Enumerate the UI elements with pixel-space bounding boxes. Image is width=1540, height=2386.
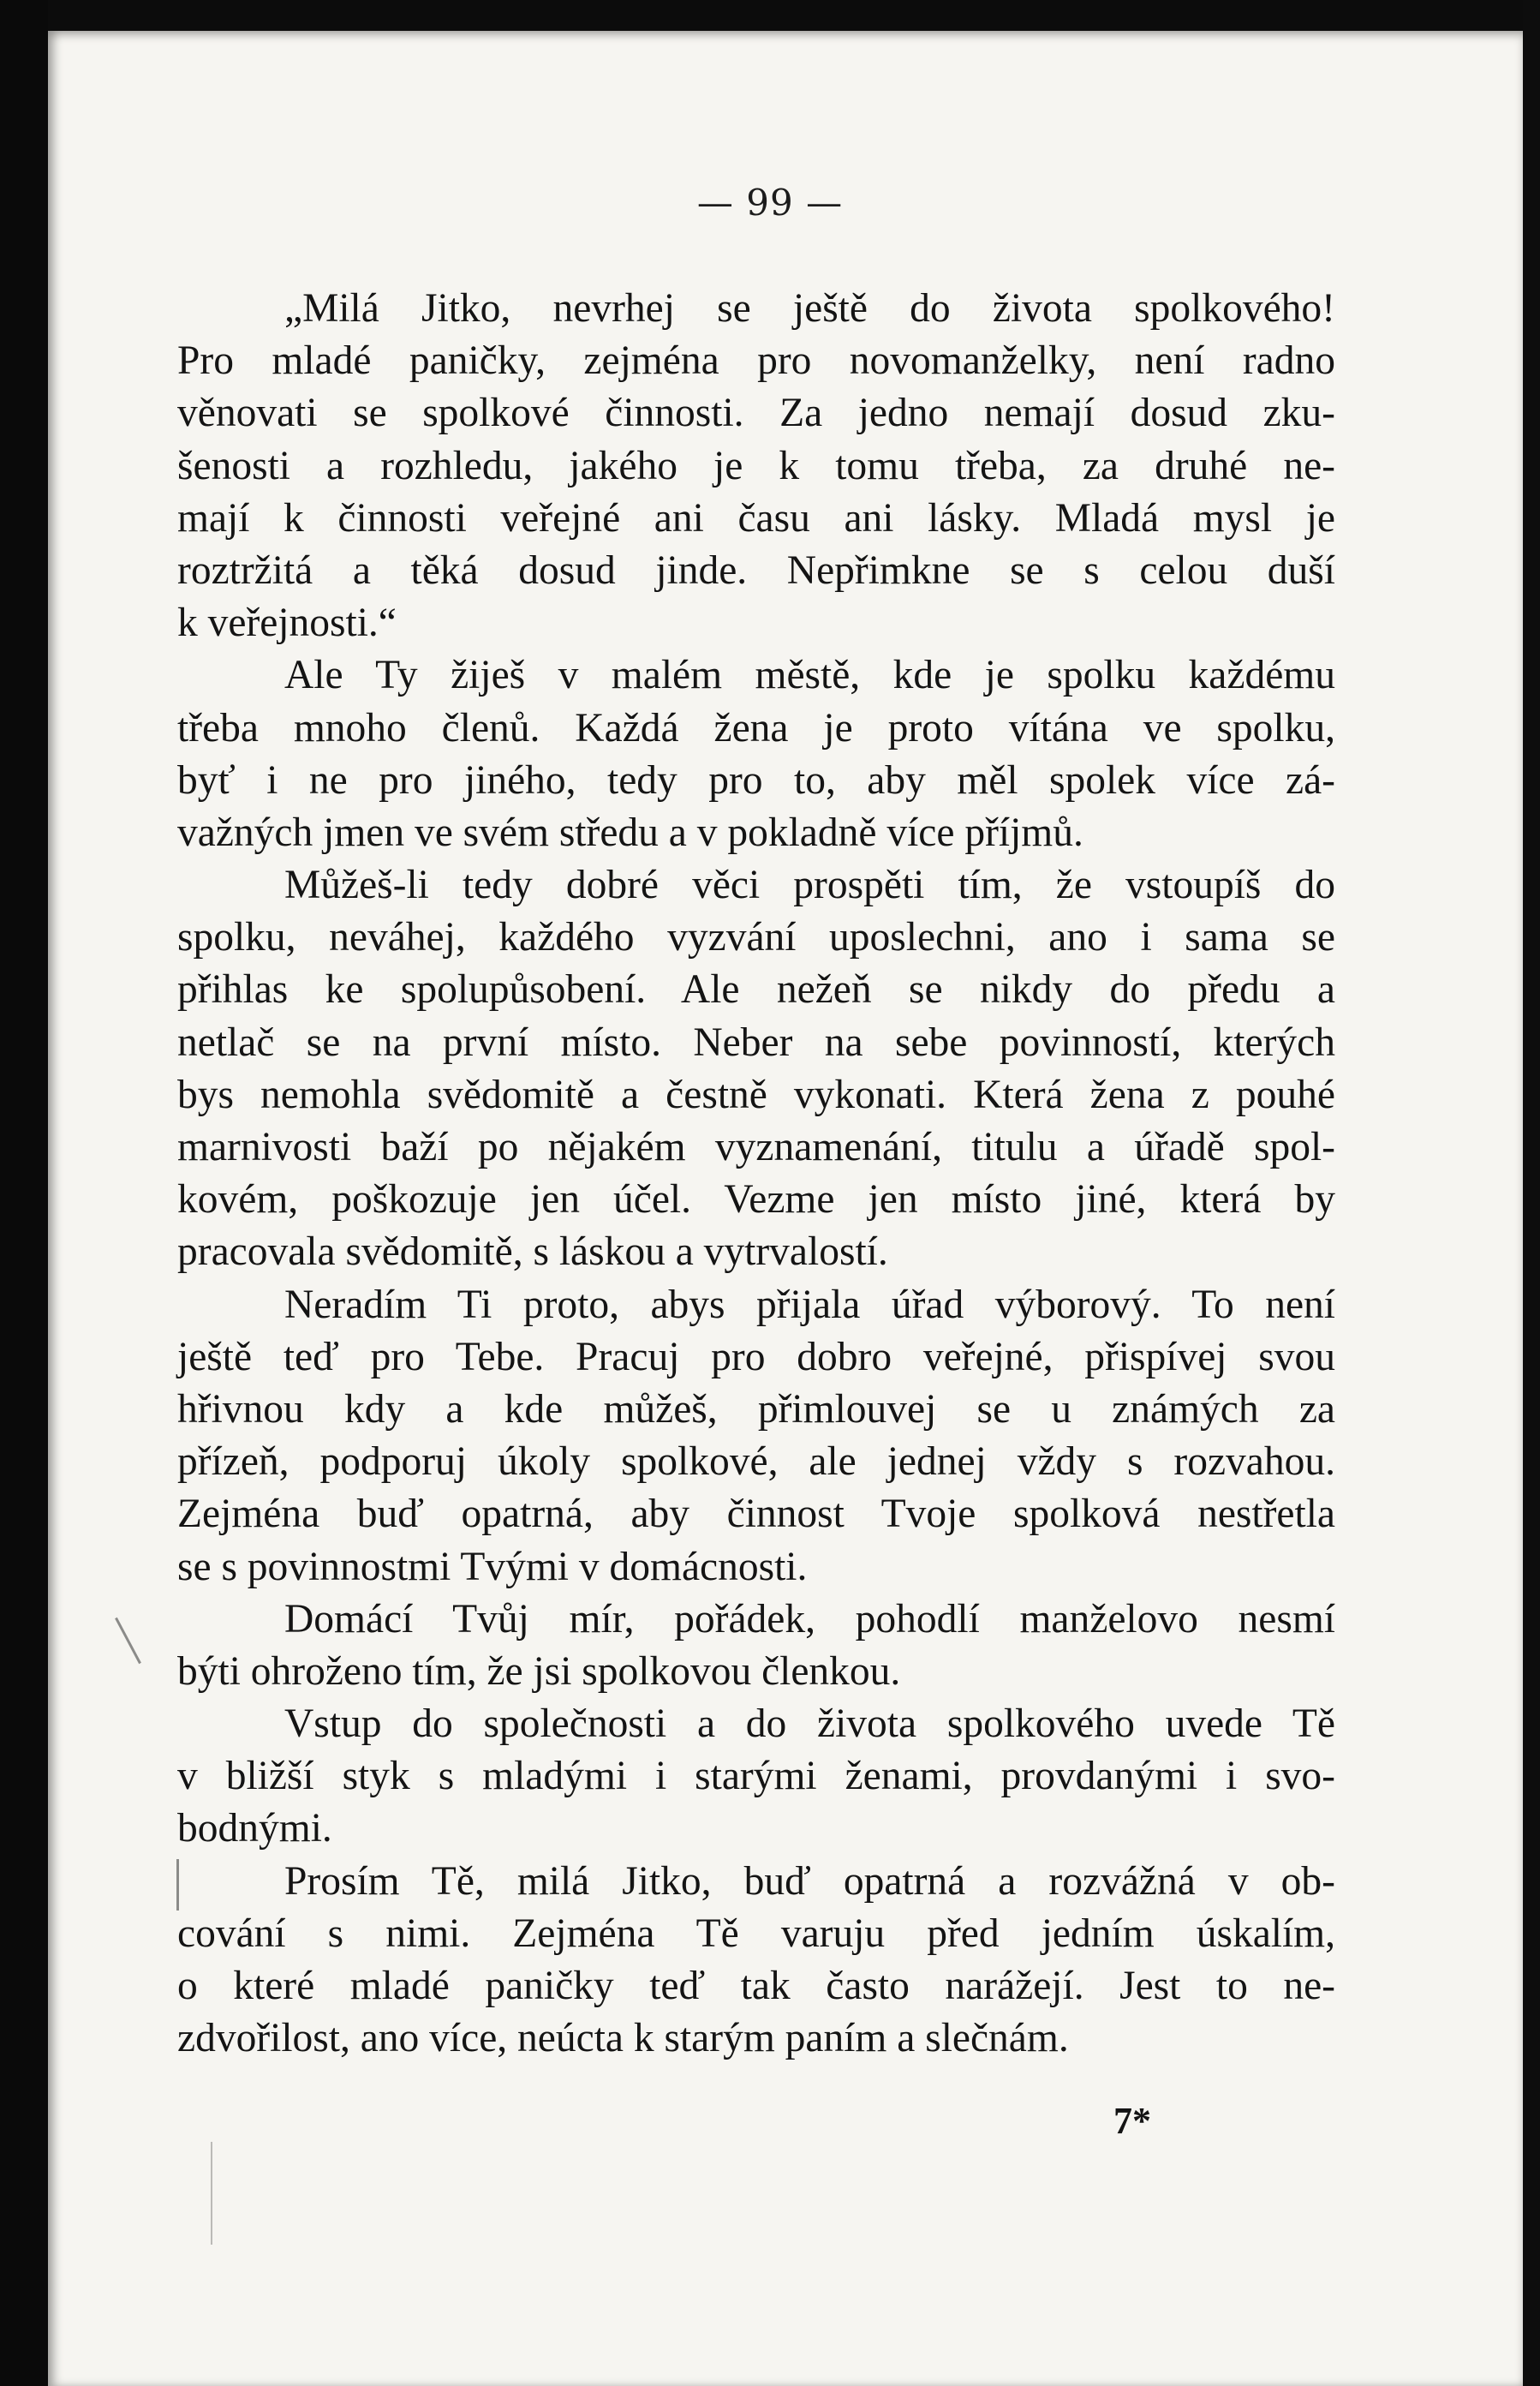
text-line: bodnými. <box>177 1806 332 1851</box>
text-line: Prosím Tě, milá Jitko, buď opatrná a rozvážná v ob- <box>284 1858 1335 1904</box>
text-line: bys nemohla svědomitě a čestně vykonati. Která žena z pouhé <box>177 1072 1335 1117</box>
text-line: Domácí Tvůj mír, pořádek, pohodlí manželovo nesmí <box>284 1596 1335 1641</box>
text-line: spolku, neváhej, každého vyzvání uposlechni, ano i sama se <box>177 915 1335 960</box>
scan-right-edge <box>1523 0 1540 2386</box>
scan-top-edge <box>0 0 1540 34</box>
text-line: o které mladé paničky teď tak často narážejí. Jest to ne- <box>177 1964 1335 2008</box>
text-line: ještě teď pro Tebe. Pracuj pro dobro veřejné, přispívej svou <box>177 1334 1335 1379</box>
text-line: třeba mnoho členů. Každá žena je proto vítána ve spolku, <box>177 705 1335 750</box>
page-number: — 99 — <box>696 182 844 224</box>
text-line: cování s nimi. Zejména Tě varuju před jedním úskalím, <box>177 1911 1335 1956</box>
text-line: přihlas ke spolupůsobení. Ale nežeň se nikdy do předu a <box>177 967 1335 1013</box>
text-line: netlač se na první místo. Neber na sebe povinností, kterých <box>177 1020 1335 1065</box>
text-line: hřivnou kdy a kde můžeš, přimlouvej se u známých za <box>177 1386 1335 1432</box>
text-line: přízeň, podporuj úkoly spolkové, ale jednej vždy s rozvahou. <box>177 1439 1335 1485</box>
body-text <box>177 283 1335 2065</box>
text-line: býti ohroženo tím, že jsi spolkovou členkou. <box>177 1648 901 1694</box>
text-line: pracovala svědomitě, s láskou a vytrvalostí. <box>177 1229 888 1275</box>
text-line: marnivosti baží po nějakém vyznamenání, titulu a úřadě spol- <box>177 1125 1335 1169</box>
text-line: Můžeš-li tedy dobré věci prospěti tím, že vstoupíš do <box>284 863 1335 908</box>
text-line: Pro mladé paničky, zejména pro novomanželky, není radno <box>177 338 1335 384</box>
text-line: k veřejnosti.“ <box>177 601 397 646</box>
text-line: Neradím Ti proto, abys přijala úřad výborový. To není <box>284 1282 1335 1327</box>
text-line: mají k činnosti veřejné ani času ani lásky. Mladá mysl je <box>177 495 1335 541</box>
text-line: Zejména buď opatrná, aby činnost Tvoje spolková nestřetla <box>177 1492 1335 1537</box>
scan-left-edge <box>0 0 48 2386</box>
text-line: Ale Ty žiješ v malém městě, kde je spolku každému <box>284 653 1335 698</box>
text-line: važných jmen ve svém středu a v pokladně více příjmů. <box>177 810 1083 855</box>
printer-signature-mark: 7* <box>1113 2100 1151 2142</box>
text-line: věnovati se spolkové činnosti. Za jedno nemají dosud zku- <box>177 391 1335 436</box>
text-line: zdvořilost, ano více, neúcta k starým paním a slečnám. <box>177 2016 1069 2061</box>
text-line: Vstup do společnosti a do života spolkového uvede Tě <box>284 1701 1335 1747</box>
margin-pencil-mark <box>211 2142 212 2245</box>
text-line: se s povinnostmi Tvými v domácnosti. <box>177 1544 808 1589</box>
text-line: kovém, poškozuje jen účel. Vezme jen místo jiné, která by <box>177 1177 1335 1223</box>
text-line: „Milá Jitko, nevrhej se ještě do života spolkového! <box>284 286 1335 331</box>
text-line: byť i ne pro jiného, tedy pro to, aby měl spolek více zá- <box>177 757 1335 803</box>
text-line: roztržitá a těká dosud jinde. Nepřimkne se s celou duší <box>177 547 1335 593</box>
text-line: šenosti a rozhledu, jakého je k tomu třeba, za druhé ne- <box>177 443 1335 488</box>
text-line: v bližší styk s mladými i starými ženami, provdanými i svo- <box>177 1754 1335 1799</box>
